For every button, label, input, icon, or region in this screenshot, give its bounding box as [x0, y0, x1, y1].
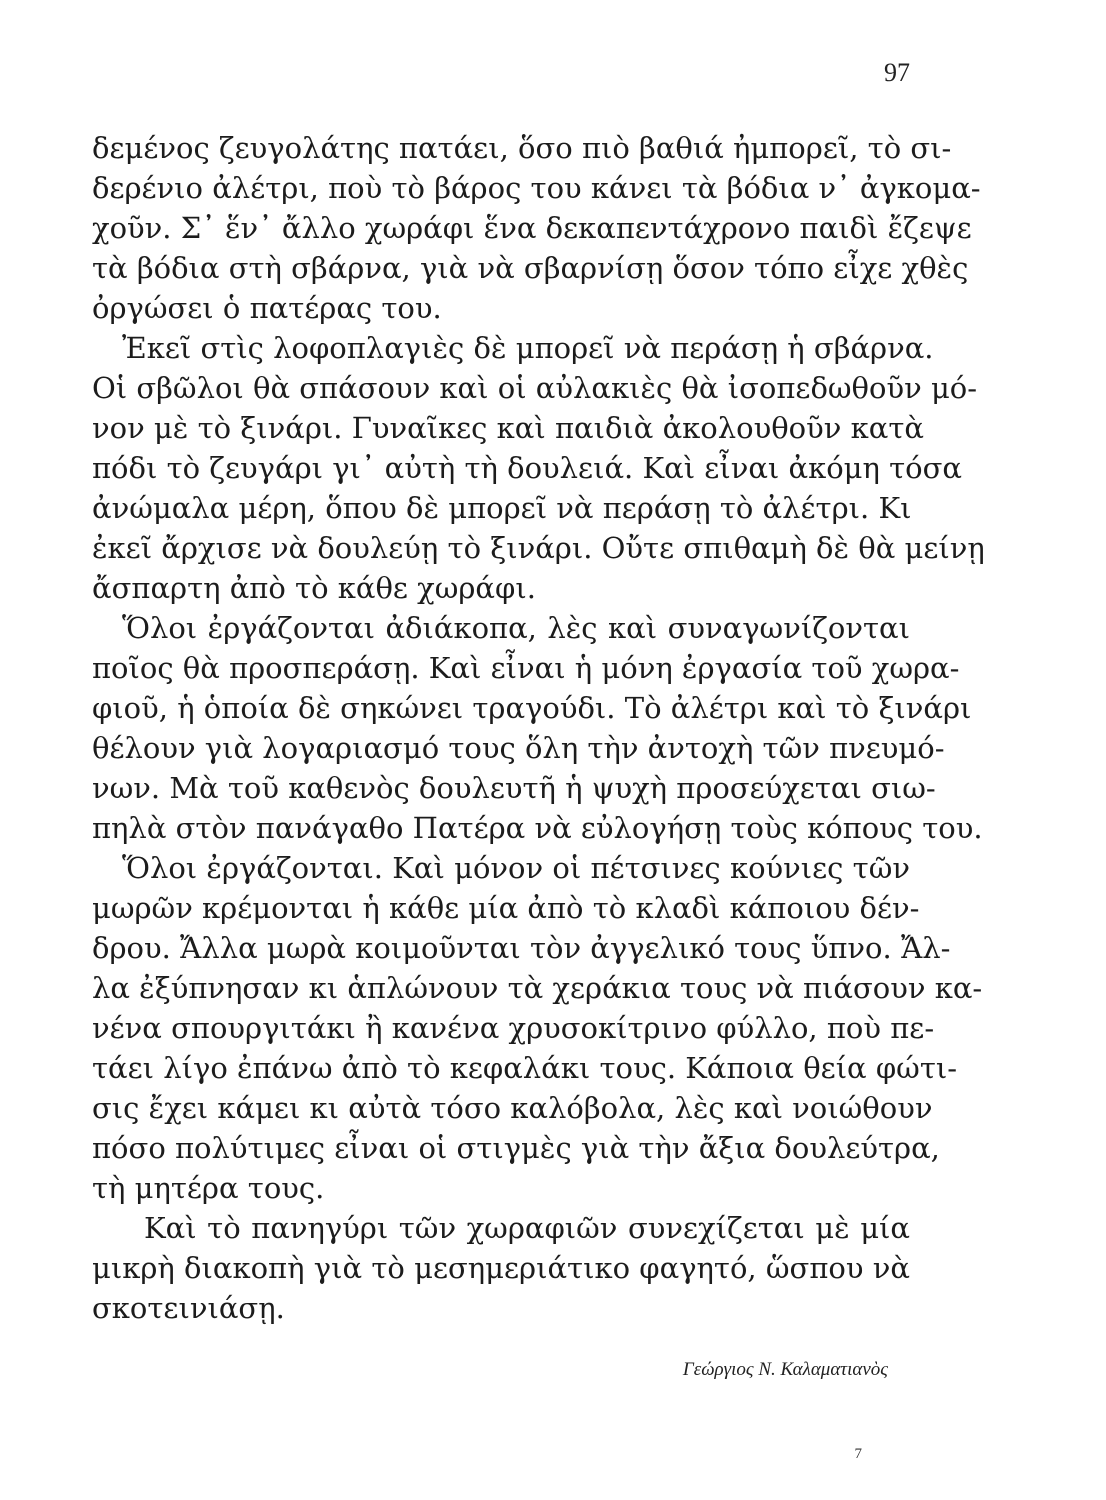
text-line: Ὅλοι ἐργάζονται. Καὶ μόνον οἱ πέτσινες κούνιες τῶν — [122, 851, 910, 885]
text-line: πόδι τὸ ζευγάρι γι᾽ αὐτὴ τὴ δουλειά. Καὶ εἶναι ἀκόμη τόσα — [92, 451, 962, 485]
text-line: τὴ μητέρα τους. — [92, 1171, 325, 1205]
text-line: μικρὴ διακοπὴ γιὰ τὸ μεσημεριάτικο φαγητό, ὥσπου νὰ — [92, 1251, 910, 1285]
text-line: ἀνώμαλα μέρη, ὅπου δὲ μπορεῖ νὰ περάσῃ τὸ ἀλέτρι. Κι — [92, 491, 912, 525]
text-line: σκοτεινιάσῃ. — [92, 1291, 285, 1325]
text-line: τὰ βόδια στὴ σβάρνα, γιὰ νὰ σβαρνίσῃ ὅσον τόπο εἶχε χθὲς — [92, 251, 969, 285]
signature-mark: 7 — [854, 1446, 862, 1462]
text-line: ἄσπαρτη ἀπὸ τὸ κάθε χωράφι. — [92, 571, 536, 605]
text-line: Καὶ τὸ πανηγύρι τῶν χωραφιῶν συνεχίζεται μὲ μία — [144, 1211, 910, 1245]
text-line: πηλὰ στὸν πανάγαθο Πατέρα νὰ εὐλογήσῃ τοὺς κόπους του. — [92, 811, 983, 845]
text-line: ποῖος θὰ προσπεράσῃ. Καὶ εἶναι ἡ μόνη ἐργασία τοῦ χωρα- — [92, 651, 960, 685]
page-number: 97 — [884, 58, 910, 87]
text-line: ὀργώσει ὁ πατέρας του. — [92, 291, 442, 325]
text-line: ἐκεῖ ἄρχισε νὰ δουλεύῃ τὸ ξινάρι. Οὔτε σπιθαμὴ δὲ θὰ μείνῃ — [92, 531, 985, 565]
text-line: νένα σπουργιτάκι ἢ κανένα χρυσοκίτρινο φύλλο, ποὺ πε- — [92, 1011, 935, 1045]
text-line: νον μὲ τὸ ξινάρι. Γυναῖκες καὶ παιδιὰ ἀκολουθοῦν κατὰ — [92, 411, 924, 445]
author-signature: Γεώργιος Ν. Καλαματιανὸς — [682, 1359, 888, 1380]
text-line: Ἐκεῖ στὶς λοφοπλαγιὲς δὲ μπορεῖ νὰ περάσῃ ἡ σβάρνα. — [122, 331, 934, 365]
text-line: πόσο πολύτιμες εἶναι οἱ στιγμὲς γιὰ τὴν ἄξια δουλεύτρα, — [92, 1131, 940, 1165]
text-line: μωρῶν κρέμονται ἡ κάθε μία ἀπὸ τὸ κλαδὶ κάποιου δέν- — [92, 891, 920, 925]
text-line: θέλουν γιὰ λογαριασμό τους ὅλη τὴν ἀντοχὴ τῶν πνευμό- — [92, 731, 945, 765]
text-line: δερένιο ἀλέτρι, ποὺ τὸ βάρος του κάνει τὰ βόδια ν᾽ ἀγκομα- — [92, 171, 981, 205]
text-line: τάει λίγο ἐπάνω ἀπὸ τὸ κεφαλάκι τους. Κάποια θεία φώτι- — [92, 1051, 958, 1085]
text-line: δρου. Ἄλλα μωρὰ κοιμοῦνται τὸν ἀγγελικό τους ὕπνο. Ἄλ- — [92, 931, 951, 965]
text-line: νων. Μὰ τοῦ καθενὸς δουλευτῆ ἡ ψυχὴ προσεύχεται σιω- — [92, 771, 936, 805]
text-line: χοῦν. Σ᾽ ἕν᾽ ἄλλο χωράφι ἕνα δεκαπεντάχρονο παιδὶ ἔζεψε — [92, 211, 972, 245]
text-line: φιοῦ, ἡ ὁποία δὲ σηκώνει τραγούδι. Τὸ ἀλέτρι καὶ τὸ ξινάρι — [92, 691, 972, 725]
text-line: Ὅλοι ἐργάζονται ἀδιάκοπα, λὲς καὶ συναγωνίζονται — [122, 611, 910, 645]
text-line: δεμένος ζευγολάτης πατάει, ὅσο πιὸ βαθιά ἠμπορεῖ, τὸ σι- — [92, 131, 952, 165]
text-line: λα ἐξύπνησαν κι ἁπλώνουν τὰ χεράκια τους νὰ πιάσουν κα- — [92, 971, 983, 1005]
text-line: Οἱ σβῶλοι θὰ σπάσουν καὶ οἱ αὐλακιὲς θὰ ἰσοπεδωθοῦν μό- — [92, 371, 978, 405]
text-line: σις ἔχει κάμει κι αὐτὰ τόσο καλόβολα, λὲς καὶ νοιώθουν — [92, 1091, 933, 1125]
